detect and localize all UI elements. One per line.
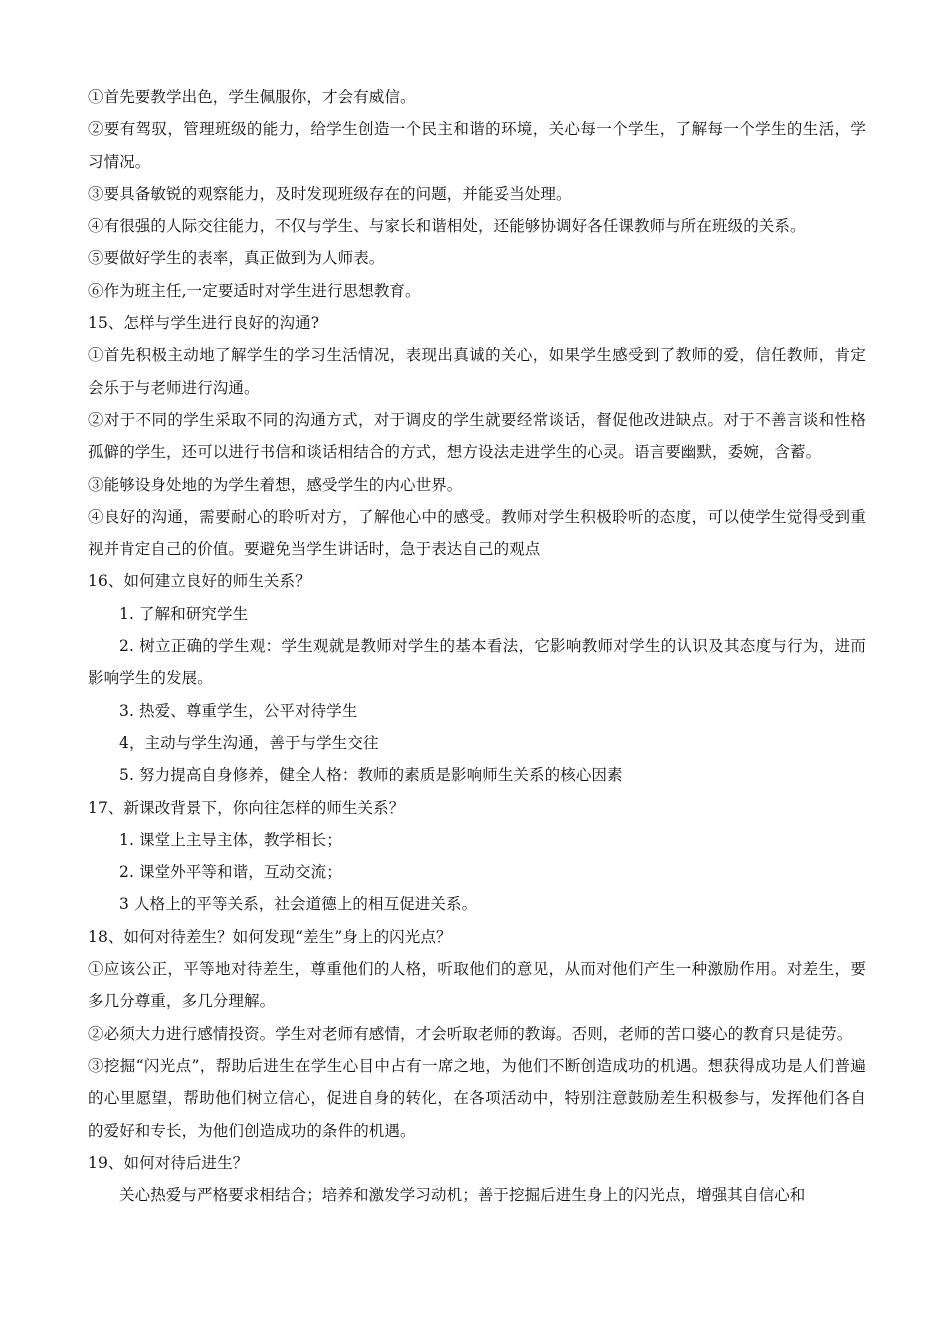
paragraph: ④有很强的人际交往能力，不仅与学生、与家长和谐相处，还能够协调好各任课教师与所在班级的关系。 (88, 217, 806, 236)
paragraph: ②对于不同的学生采取不同的沟通方式，对于调皮的学生就要经常谈话，督促他改进缺点。对于不善言谈和性格孤僻的学生，还可以进行书信和谈话相结合的方式，想方设法走进学生的心灵。语言要幽默，委婉，含蓄。 (88, 410, 866, 462)
paragraph: ③能够设身处地的为学生着想，感受学生的内心世界。 (88, 475, 463, 494)
paragraph: ③挖掘“闪光点”，帮助后进生在学生心目中占有一席之地，为他们不断创造成功的机遇。想获得成功是人们普遍的心里愿望，帮助他们树立信心，促进自身的转化，在各项活动中，特别注意鼓励差生积极参与，发挥他们各自的爱好和专长，为他们创造成功的条件的机遇。 (88, 1056, 866, 1140)
list-item: 1. 课堂上主导主体，教学相长； (119, 830, 342, 849)
list-item: 3 人格上的平等关系，社会道德上的相互促进关系。 (119, 895, 478, 914)
list-item: 3. 热爱、尊重学生，公平对待学生 (119, 701, 358, 720)
list-item: 2. 课堂外平等和谐，互动交流； (119, 863, 342, 882)
question-heading: 16、如何建立良好的师生关系？ (88, 572, 311, 591)
paragraph: ②要有驾驭，管理班级的能力，给学生创造一个民主和谐的环境，关心每一个学生，了解每一个学生的生活，学习情况。 (88, 120, 866, 171)
paragraph: ④良好的沟通，需要耐心的聆听对方，了解他心中的感受。教师对学生积极聆听的态度，可以使学生觉得受到重视并肯定自己的价值。要避免当学生讲话时，急于表达自己的观点 (88, 507, 866, 559)
paragraph: ①应该公正，平等地对待差生，尊重他们的人格，听取他们的意见，从而对他们产生一种激励作用。对差生，要多几分尊重，多几分理解。 (88, 960, 866, 1011)
paragraph: ③要具备敏锐的观察能力，及时发现班级存在的问题，并能妥当处理。 (88, 184, 572, 203)
list-item: 2. 树立正确的学生观：学生观就是教师对学生的基本看法，它影响教师对学生的认识及其态度与行为，进而影响学生的发展。 (88, 637, 866, 688)
question-heading: 18、如何对待差生？如何发现“差生”身上的闪光点？ (88, 927, 452, 946)
paragraph: ①首先积极主动地了解学生的学习生活情况，表现出真诚的关心，如果学生感受到了教师的爱，信任教师，肯定会乐于与老师进行沟通。 (88, 346, 866, 397)
document-page (88, 81, 866, 1211)
question-heading: 17、新课改背景下，你向往怎样的师生关系？ (88, 798, 405, 817)
list-item: 1. 了解和研究学生 (119, 604, 249, 623)
question-heading: 19、如何对待后进生？ (88, 1153, 249, 1172)
list-item: 5. 努力提高自身修养，健全人格：教师的素质是影响师生关系的核心因素 (119, 766, 623, 785)
paragraph: 关心热爱与严格要求相结合；培养和激发学习动机；善于挖掘后进生身上的闪光点，增强其自信心和 (119, 1186, 806, 1205)
question-heading: 15、怎样与学生进行良好的沟通? (88, 314, 320, 333)
list-item: 4，主动与学生沟通，善于与学生交往 (119, 733, 379, 752)
paragraph: ⑥作为班主任,一定要适时对学生进行思想教育。 (88, 281, 421, 300)
paragraph: ①首先要教学出色，学生佩服你，才会有威信。 (88, 88, 416, 106)
paragraph: ⑤要做好学生的表率，真正做到为人师表。 (88, 249, 385, 268)
paragraph: ②必须大力进行感情投资。学生对老师有感情，才会听取老师的教诲。否则，老师的苦口婆心的教育只是徒劳。 (88, 1024, 853, 1043)
